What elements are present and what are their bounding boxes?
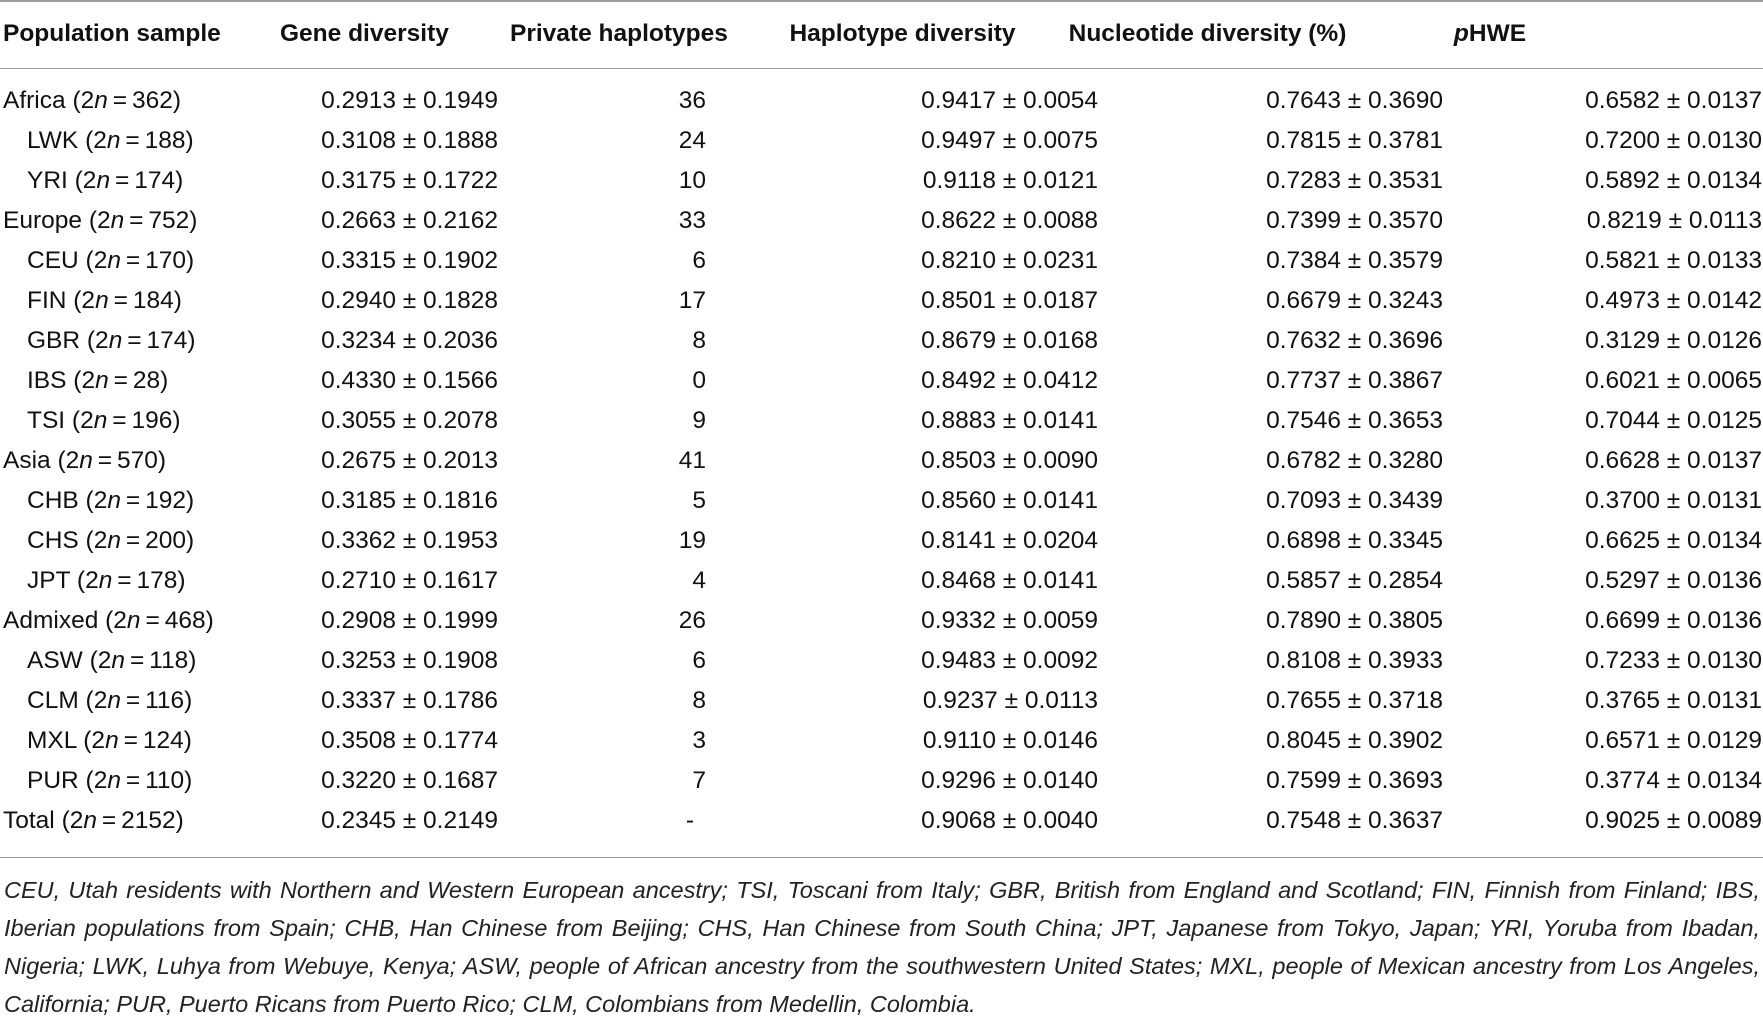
phwe-cell: 0.6625 ± 0.0134 <box>1585 527 1762 554</box>
population-cell: Admixed (2n = 468) <box>3 607 214 634</box>
private-haplotypes-cell: 8 <box>692 687 706 714</box>
private-haplotypes-cell: 17 <box>678 287 706 314</box>
table-row <box>0 201 1763 241</box>
haplotype-diversity-cell: 0.9332 ± 0.0059 <box>921 607 1098 634</box>
gene-diversity-cell: 0.3362 ± 0.1953 <box>321 527 498 554</box>
phwe-cell: 0.8219 ± 0.0113 <box>1586 207 1762 234</box>
sample-size: 174 <box>134 167 176 194</box>
population-name: IBS <box>27 367 67 394</box>
gene-diversity-cell: 0.3055 ± 0.2078 <box>321 407 498 434</box>
population-name: GBR <box>27 327 81 354</box>
phwe-cell: 0.5821 ± 0.0133 <box>1585 247 1762 274</box>
header-private-haplotypes: Private haplotypes <box>510 20 728 47</box>
header-rule <box>0 68 1763 69</box>
phwe-cell: 0.7200 ± 0.0130 <box>1585 127 1762 154</box>
sample-size: 752 <box>148 207 190 234</box>
table-row <box>0 641 1763 681</box>
nucleotide-diversity-cell: 0.8045 ± 0.3902 <box>1266 727 1443 754</box>
gene-diversity-cell: 0.2345 ± 0.2149 <box>321 807 498 834</box>
population-cell: CHS (2n = 200) <box>27 527 195 554</box>
nucleotide-diversity-cell: 0.5857 ± 0.2854 <box>1266 567 1443 594</box>
nucleotide-diversity-cell: 0.7890 ± 0.3805 <box>1266 607 1443 634</box>
haplotype-diversity-cell: 0.8883 ± 0.0141 <box>921 407 1098 434</box>
population-name: CHS <box>27 527 79 554</box>
phwe-cell: 0.6571 ± 0.0129 <box>1585 727 1762 754</box>
population-name: TSI <box>27 407 66 434</box>
table-row <box>0 281 1763 321</box>
population-name: LWK <box>27 127 79 154</box>
haplotype-diversity-cell: 0.9497 ± 0.0075 <box>921 127 1098 154</box>
haplotype-diversity-cell: 0.8560 ± 0.0141 <box>921 487 1098 514</box>
sample-size: 468 <box>164 607 206 634</box>
table-row <box>0 761 1763 801</box>
sample-size: 118 <box>149 647 189 674</box>
population-cell: FIN (2n = 184) <box>27 287 182 314</box>
gene-diversity-cell: 0.2675 ± 0.2013 <box>321 447 498 474</box>
haplotype-diversity-cell: 0.9296 ± 0.0140 <box>921 767 1098 794</box>
nucleotide-diversity-cell: 0.6782 ± 0.3280 <box>1266 447 1443 474</box>
sample-size: 116 <box>145 687 185 714</box>
phwe-cell: 0.3774 ± 0.0134 <box>1585 767 1762 794</box>
population-name: Europe <box>3 207 83 234</box>
nucleotide-diversity-cell: 0.7815 ± 0.3781 <box>1266 127 1443 154</box>
table-row <box>0 241 1763 281</box>
population-name: Total <box>3 807 55 834</box>
private-haplotypes-cell: 6 <box>692 247 706 274</box>
table-row <box>0 561 1763 601</box>
header-population-sample: Population sample <box>3 20 221 47</box>
header-nucleotide-diversity: Nucleotide diversity (%) <box>1068 20 1347 47</box>
table-row <box>0 481 1763 521</box>
phwe-cell: 0.4973 ± 0.0142 <box>1585 287 1762 314</box>
gene-diversity-cell: 0.2710 ± 0.1617 <box>321 567 498 594</box>
nucleotide-diversity-cell: 0.7283 ± 0.3531 <box>1266 167 1443 194</box>
population-cell: ASW (2n = 118) <box>27 647 197 674</box>
population-cell: IBS (2n = 28) <box>27 367 169 394</box>
gene-diversity-cell: 0.2908 ± 0.1999 <box>321 607 498 634</box>
haplotype-diversity-cell: 0.8468 ± 0.0141 <box>921 567 1098 594</box>
private-haplotypes-cell: 33 <box>678 207 706 234</box>
population-name: JPT <box>27 567 71 594</box>
population-cell: Total (2n = 2152) <box>3 807 184 834</box>
table-footnote: CEU, Utah residents with Northern and Western European ancestry; TSI, Toscani from Italy; GBR, British from England and Scotland; FIN, Finnish from Finland; IBS, Iberian populations from Spain; CHB, Han Chinese from Beijing; CHS, Han Chinese from South China; JPT, Japanese from Tokyo, Japan; YRI, Yoruba from Ibadan, Nigeria; LWK, Luhya from Webuye, Kenya; ASW, people of African ancestry from the southwestern United States; MXL, people of Mexican ancestry from Los Angeles, California; PUR, Puerto Ricans from Puerto Rico; CLM, Colombians from Medellin, Colombia. <box>4 877 1760 1017</box>
table-row <box>0 441 1763 481</box>
nucleotide-diversity-cell: 0.6898 ± 0.3345 <box>1266 527 1443 554</box>
sample-size: 196 <box>131 407 173 434</box>
nucleotide-diversity-cell: 0.7599 ± 0.3693 <box>1266 767 1443 794</box>
nucleotide-diversity-cell: 0.7655 ± 0.3718 <box>1266 687 1443 714</box>
population-cell: CLM (2n = 116) <box>27 687 193 714</box>
phwe-cell: 0.9025 ± 0.0089 <box>1585 807 1762 834</box>
sample-size: 124 <box>142 727 184 754</box>
gene-diversity-cell: 0.2913 ± 0.1949 <box>321 87 498 114</box>
table-row <box>0 721 1763 761</box>
population-cell: CHB (2n = 192) <box>27 487 195 514</box>
haplotype-diversity-cell: 0.9110 ± 0.0146 <box>922 727 1098 754</box>
sample-size: 170 <box>145 247 186 274</box>
sample-size: 110 <box>145 767 185 794</box>
population-name: PUR <box>27 767 79 794</box>
haplotype-diversity-cell: 0.9417 ± 0.0054 <box>921 87 1098 114</box>
private-haplotypes-cell: 41 <box>678 447 706 474</box>
population-name: CLM <box>27 687 79 714</box>
nucleotide-diversity-cell: 0.7643 ± 0.3690 <box>1266 87 1443 114</box>
sample-size: 192 <box>145 487 186 514</box>
phwe-cell: 0.6628 ± 0.0137 <box>1585 447 1762 474</box>
table-row <box>0 121 1763 161</box>
population-cell: PUR (2n = 110) <box>27 767 193 794</box>
private-haplotypes-cell: 0 <box>692 367 706 394</box>
private-haplotypes-cell: - <box>685 807 695 834</box>
private-haplotypes-cell: 10 <box>678 167 706 194</box>
haplotype-diversity-cell: 0.8501 ± 0.0187 <box>921 287 1098 314</box>
nucleotide-diversity-cell: 0.7546 ± 0.3653 <box>1266 407 1443 434</box>
nucleotide-diversity-cell: 0.7399 ± 0.3570 <box>1266 207 1443 234</box>
population-name: CEU <box>27 247 79 274</box>
population-cell: CEU (2n = 170) <box>27 247 195 274</box>
nucleotide-diversity-cell: 0.7093 ± 0.3439 <box>1266 487 1443 514</box>
gene-diversity-cell: 0.3337 ± 0.1786 <box>321 687 498 714</box>
haplotype-diversity-cell: 0.9068 ± 0.0040 <box>921 807 1098 834</box>
table-row <box>0 321 1763 361</box>
sample-size: 2152 <box>121 807 176 834</box>
sample-size: 200 <box>145 527 186 554</box>
haplotype-diversity-cell: 0.9483 ± 0.0092 <box>921 647 1098 674</box>
gene-diversity-cell: 0.3315 ± 0.1902 <box>321 247 498 274</box>
gene-diversity-cell: 0.3508 ± 0.1774 <box>321 727 498 754</box>
population-cell: YRI (2n = 174) <box>27 167 184 194</box>
table-row <box>0 361 1763 401</box>
population-cell: GBR (2n = 174) <box>27 327 196 354</box>
header-phwe-rest: HWE <box>1468 20 1527 47</box>
population-name: YRI <box>27 167 68 194</box>
table-row <box>0 681 1763 721</box>
sample-size: 184 <box>132 287 174 314</box>
haplotype-diversity-cell: 0.8679 ± 0.0168 <box>921 327 1098 354</box>
table-row <box>0 521 1763 561</box>
population-cell: TSI (2n = 196) <box>27 407 181 434</box>
gene-diversity-cell: 0.3185 ± 0.1816 <box>321 487 498 514</box>
table-row <box>0 801 1763 841</box>
population-cell: MXL (2n = 124) <box>27 727 192 754</box>
nucleotide-diversity-cell: 0.8108 ± 0.3933 <box>1266 647 1443 674</box>
population-name: Asia <box>3 447 51 474</box>
private-haplotypes-cell: 7 <box>692 767 706 794</box>
table-row <box>0 81 1763 121</box>
header-phwe <box>1430 14 1550 54</box>
population-cell: Europe (2n = 752) <box>3 207 198 234</box>
sample-size: 188 <box>144 127 186 154</box>
gene-diversity-cell: 0.3108 ± 0.1888 <box>321 127 498 154</box>
phwe-cell: 0.3765 ± 0.0131 <box>1585 687 1762 714</box>
gene-diversity-cell: 0.3175 ± 0.1722 <box>321 167 498 194</box>
population-cell: LWK (2n = 188) <box>27 127 194 154</box>
private-haplotypes-cell: 26 <box>678 607 706 634</box>
haplotype-diversity-cell: 0.8492 ± 0.0412 <box>921 367 1098 394</box>
gene-diversity-cell: 0.3253 ± 0.1908 <box>321 647 498 674</box>
gene-diversity-cell: 0.3234 ± 0.2036 <box>321 327 498 354</box>
haplotype-diversity-cell: 0.8622 ± 0.0088 <box>921 207 1098 234</box>
sample-size: 178 <box>136 567 178 594</box>
nucleotide-diversity-cell: 0.7737 ± 0.3867 <box>1266 367 1443 394</box>
sample-size: 362 <box>132 87 173 114</box>
population-name: CHB <box>27 487 79 514</box>
population-cell: JPT (2n = 178) <box>27 567 186 594</box>
gene-diversity-cell: 0.4330 ± 0.1566 <box>321 367 498 394</box>
phwe-cell: 0.6582 ± 0.0137 <box>1585 87 1762 114</box>
table-bottom-rule <box>0 857 1763 858</box>
haplotype-diversity-cell: 0.8503 ± 0.0090 <box>921 447 1098 474</box>
phwe-cell: 0.7233 ± 0.0130 <box>1585 647 1762 674</box>
header-phwe-prefix: p <box>1453 20 1469 47</box>
private-haplotypes-cell: 9 <box>692 407 706 434</box>
nucleotide-diversity-cell: 0.7384 ± 0.3579 <box>1266 247 1443 274</box>
gene-diversity-cell: 0.2940 ± 0.1828 <box>321 287 498 314</box>
phwe-cell: 0.6699 ± 0.0136 <box>1585 607 1762 634</box>
phwe-cell: 0.5297 ± 0.0136 <box>1585 567 1762 594</box>
population-name: Admixed <box>3 607 99 634</box>
table-body <box>0 81 1763 841</box>
population-name: MXL <box>27 727 77 754</box>
table-row <box>0 601 1763 641</box>
population-name: ASW <box>27 647 83 674</box>
phwe-cell: 0.6021 ± 0.0065 <box>1585 367 1762 394</box>
nucleotide-diversity-cell: 0.7632 ± 0.3696 <box>1266 327 1443 354</box>
private-haplotypes-cell: 19 <box>678 527 706 554</box>
haplotype-diversity-cell: 0.8210 ± 0.0231 <box>921 247 1098 274</box>
nucleotide-diversity-cell: 0.7548 ± 0.3637 <box>1266 807 1443 834</box>
gene-diversity-cell: 0.3220 ± 0.1687 <box>321 767 498 794</box>
population-name: Africa <box>3 87 66 114</box>
phwe-cell: 0.5892 ± 0.0134 <box>1585 167 1762 194</box>
phwe-cell: 0.3700 ± 0.0131 <box>1585 487 1762 514</box>
private-haplotypes-cell: 3 <box>692 727 706 754</box>
phwe-cell: 0.3129 ± 0.0126 <box>1585 327 1762 354</box>
private-haplotypes-cell: 36 <box>678 87 706 114</box>
sample-size: 174 <box>146 327 188 354</box>
haplotype-diversity-cell: 0.9118 ± 0.0121 <box>922 167 1098 194</box>
population-cell: Africa (2n = 362) <box>3 87 182 114</box>
table-row <box>0 401 1763 441</box>
nucleotide-diversity-cell: 0.6679 ± 0.3243 <box>1266 287 1443 314</box>
population-name: FIN <box>27 287 67 314</box>
private-haplotypes-cell: 8 <box>692 327 706 354</box>
header-gene-diversity: Gene diversity <box>280 20 449 47</box>
gene-diversity-cell: 0.2663 ± 0.2162 <box>321 207 498 234</box>
table-top-rule <box>0 0 1763 2</box>
sample-size: 28 <box>132 367 161 394</box>
header-haplotype-diversity: Haplotype diversity <box>789 20 1016 47</box>
private-haplotypes-cell: 24 <box>678 127 706 154</box>
haplotype-diversity-cell: 0.9237 ± 0.0113 <box>922 687 1098 714</box>
table-row <box>0 161 1763 201</box>
phwe-cell: 0.7044 ± 0.0125 <box>1585 407 1762 434</box>
population-cell: Asia (2n = 570) <box>3 447 167 474</box>
haplotype-diversity-cell: 0.8141 ± 0.0204 <box>921 527 1098 554</box>
sample-size: 570 <box>117 447 158 474</box>
private-haplotypes-cell: 5 <box>692 487 706 514</box>
private-haplotypes-cell: 6 <box>692 647 706 674</box>
private-haplotypes-cell: 4 <box>692 567 706 594</box>
